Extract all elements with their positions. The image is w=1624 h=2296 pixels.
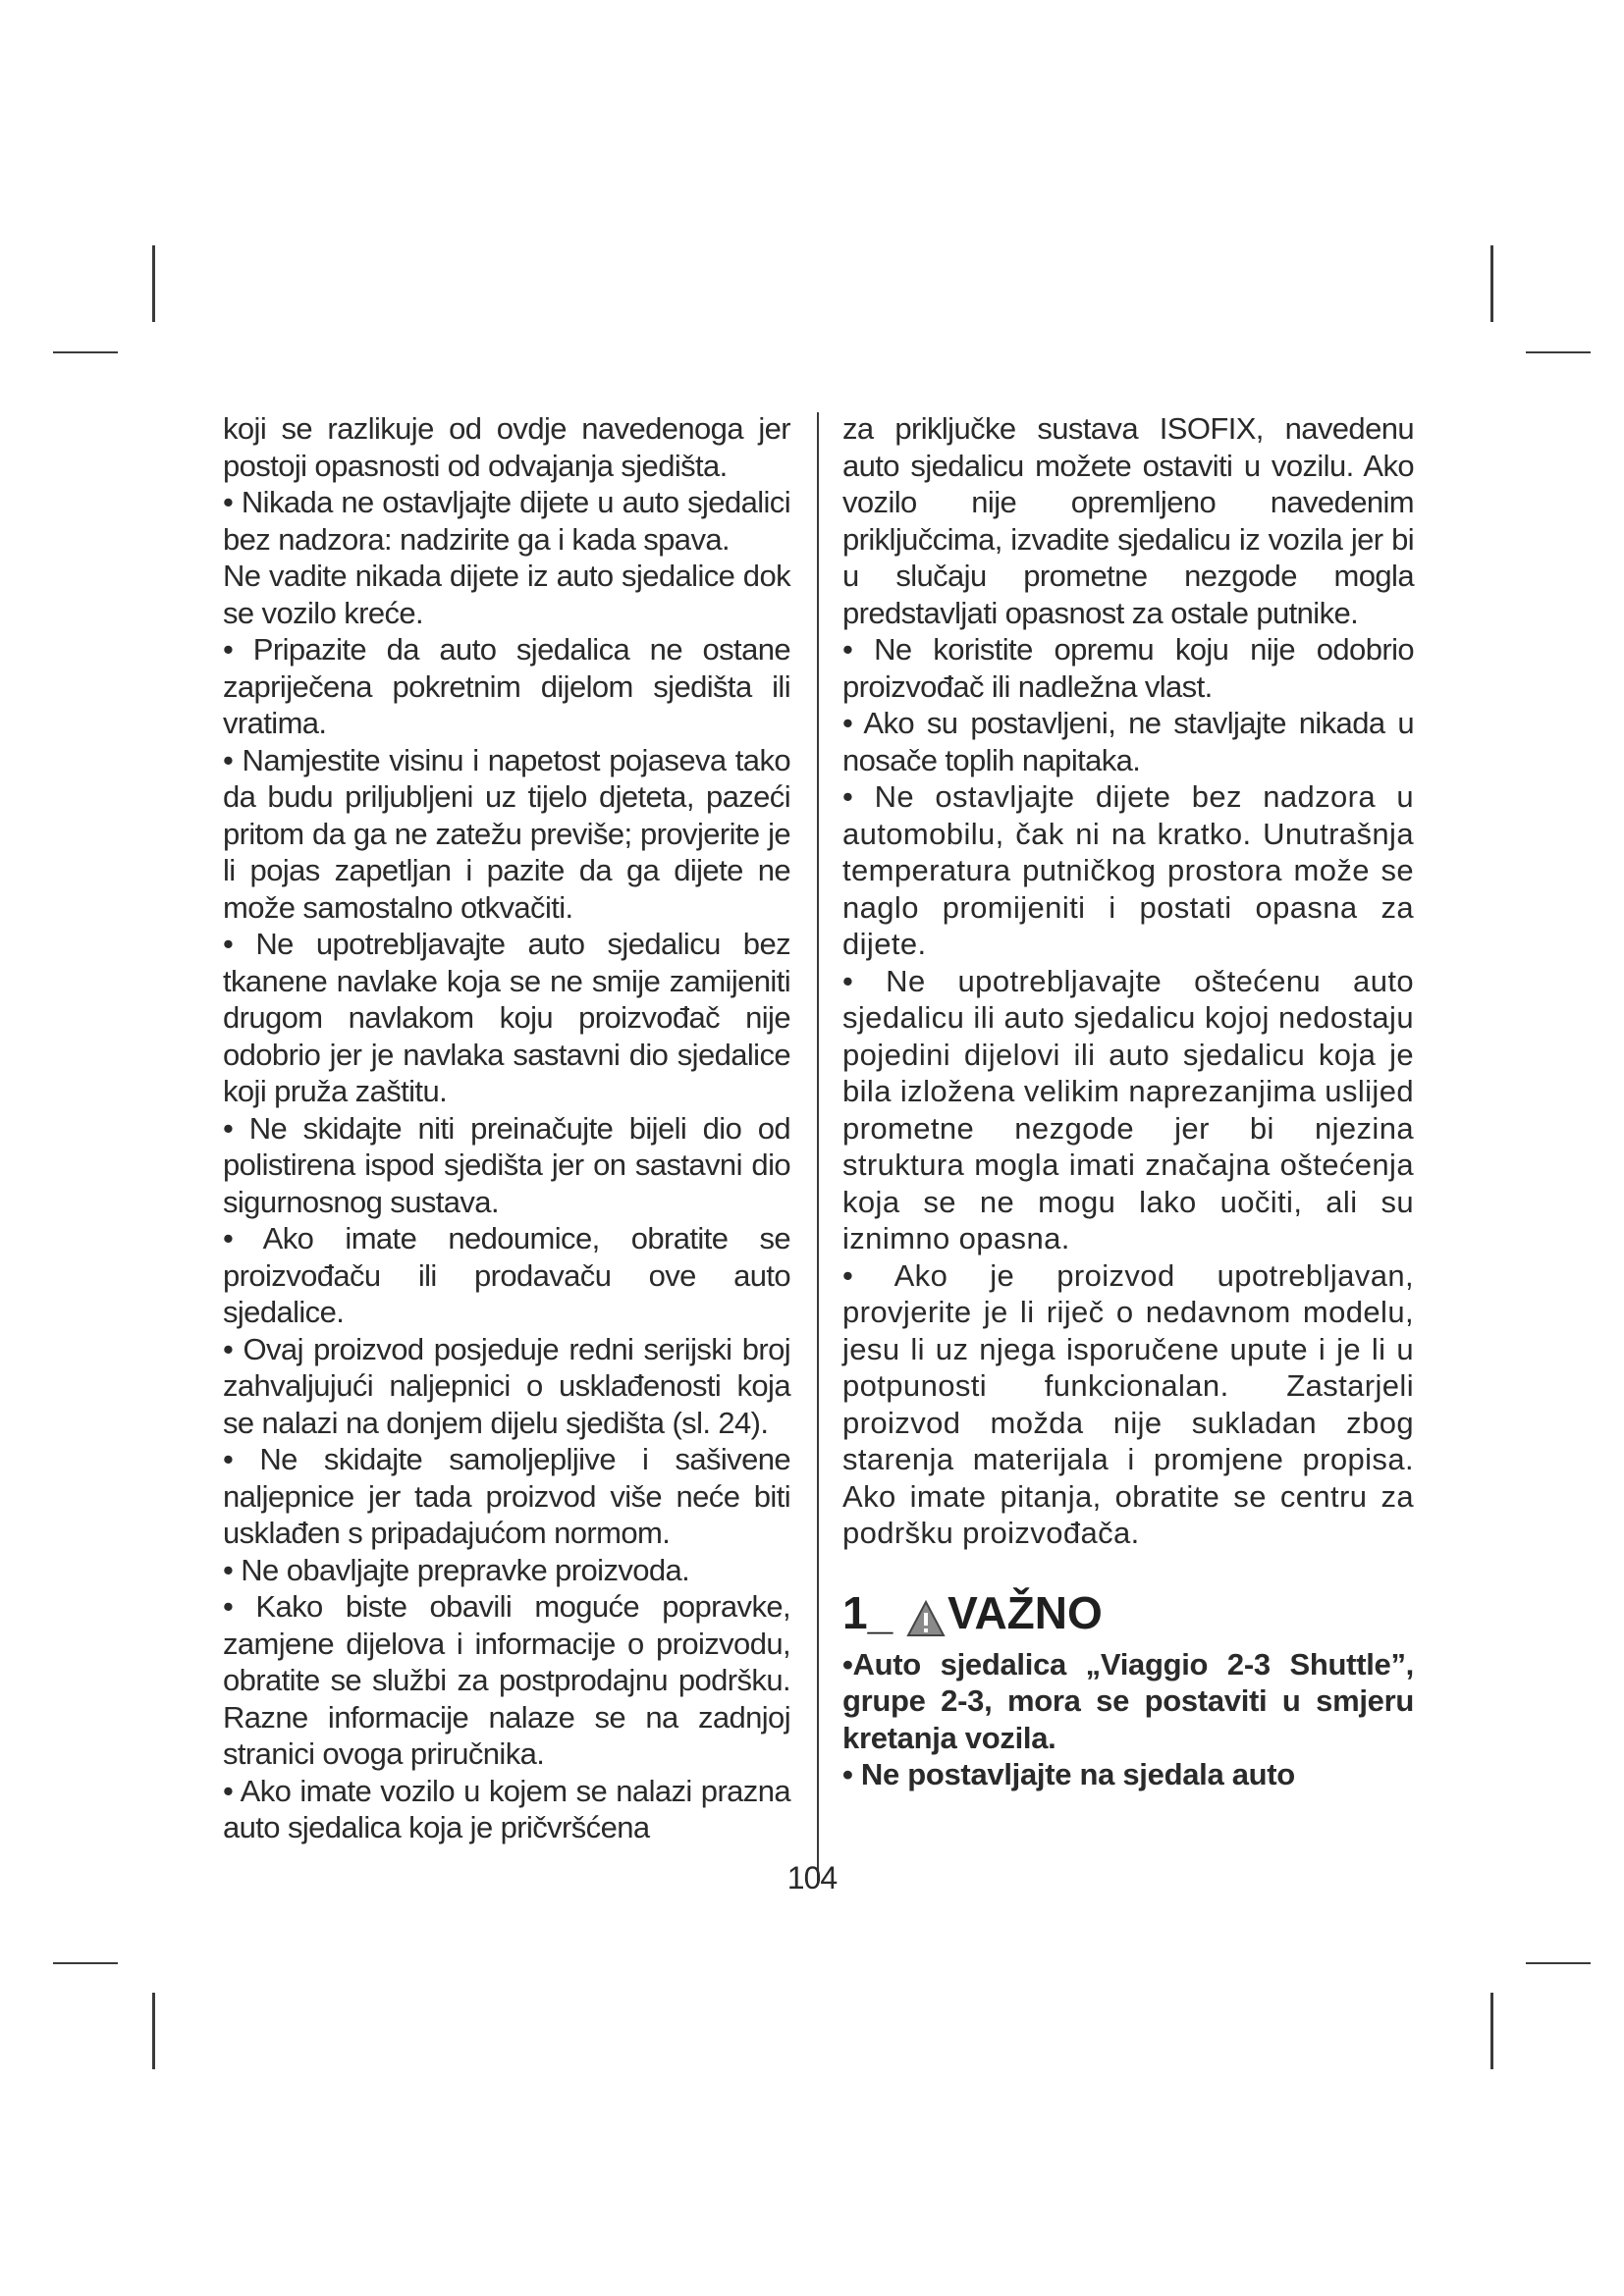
paragraph: • Ne skidajte niti preinačujte bijeli dio od polistirena ispod sjedišta jer on sastavni dio sigurnosnog sustava. xyxy=(223,1110,790,1219)
paragraph: za priključke sustava ISOFIX, navedenu auto sjedalicu možete ostaviti u vozilu. Ako vozilo nije opremljeno navedenim priključcima, izvadite sjedalicu iz vozila jer bi u slučaju prometne nezgode mogla predstavljati opasnost za ostale putnike. xyxy=(842,411,1414,630)
left-text-column xyxy=(223,410,790,1846)
crop-mark-bottom-left-vertical xyxy=(152,1993,155,2069)
paragraph: • Ako imate vozilo u kojem se nalazi prazna auto sjedalica koja je pričvršćena xyxy=(223,1773,790,1844)
crop-mark-bottom-right-vertical xyxy=(1490,1993,1493,2069)
paragraph: • Namjestite visinu i napetost pojaseva tako da budu priljubljeni uz tijelo djeteta, pazeći pritom da ga ne zatežu previše; provjerite je li pojas zapetljan i pazite da ga dijete ne može samostalno otkvačiti. xyxy=(223,742,790,925)
paragraph: • Kako biste obavili moguće popravke, zamjene dijelova i informacije o proizvodu, obratite se službi za postprodajnu podršku. Razne informacije nalaze se na zadnjoj stranici ovoga priručnika. xyxy=(223,1589,790,1771)
right-text-column xyxy=(842,410,1414,1793)
paragraph: • Ako su postavljeni, ne stavljajte nikada u nosače toplih napitaka. xyxy=(842,706,1414,777)
paragraph: • Ne ostavljajte dijete bez nadzora u automobilu, čak ni na kratko. Unutrašnja temperatura putničkog prostora može se naglo promijeniti i postati opasna za dijete. xyxy=(842,779,1414,961)
paragraph: • Ako je proizvod upotrebljavan, provjerite je li riječ o nedavnom modelu, jesu li uz njega isporučene upute i je li u potpunosti funkcionalan. Zastarjeli proizvod možda nije sukladan zbog starenja materijala i promjene propisa. Ako imate pitanja, obratite se centru za podršku proizvođača. xyxy=(842,1257,1414,1550)
important-item: • Ne postavljajte na sjedala auto xyxy=(842,1757,1295,1791)
section-title: VAŽNO xyxy=(947,1586,1103,1638)
page-number: 104 xyxy=(786,1860,838,1896)
paragraph: • Ne skidajte samoljepljive i sašivene naljepnice jer tada proizvod više neće biti usklađen s pripadajućom normom. xyxy=(223,1442,790,1550)
paragraph: • Ne upotrebljavajte auto sjedalicu bez tkanene navlake koja se ne smije zamijeniti drugom navlakom koju proizvođač nije odobrio jer je navlaka sastavni dio sjedalice koji pruža zaštitu. xyxy=(223,927,790,1108)
paragraph: Ne vadite nikada dijete iz auto sjedalice dok se vozilo kreće. xyxy=(223,559,790,630)
paragraph: • Ne upotrebljavajte oštećenu auto sjedalicu ili auto sjedalicu kojoj nedostaju pojedini dijelovi ili auto sjedalicu koja je bila izložena velikim naprezanjima uslijed prometne nezgode jer bi njezina struktura mogla imati značajna oštećenja koja se ne mogu lako uočiti, ali su iznimno opasna. xyxy=(842,963,1414,1255)
paragraph: • Nikada ne ostavljajte dijete u auto sjedalici bez nadzora: nadzirite ga i kada spava. xyxy=(223,485,790,557)
section-number: 1_ xyxy=(842,1586,893,1638)
paragraph: • Pripazite da auto sjedalica ne ostane zapriječena pokretnim dijelom sjedišta ili vratima. xyxy=(223,632,790,740)
column-divider xyxy=(817,412,819,1885)
section-heading xyxy=(842,1585,1414,1640)
paragraph: • Ne koristite opremu koju nije odobrio proizvođač ili nadležna vlast. xyxy=(842,632,1414,704)
crop-mark-bottom-right-horizontal xyxy=(1526,1962,1591,1964)
paragraph: • Ovaj proizvod posjeduje redni serijski broj zahvaljujući naljepnici o usklađenosti koja se nalazi na donjem dijelu sjedišta (sl. 24). xyxy=(223,1331,790,1440)
paragraph: • Ne obavljajte prepravke proizvoda. xyxy=(223,1552,690,1587)
crop-mark-top-right-vertical xyxy=(1490,245,1493,322)
crop-mark-top-left-vertical xyxy=(152,245,155,322)
crop-mark-top-left-horizontal xyxy=(53,351,118,353)
paragraph: koji se razlikuje od ovdje navedenoga jer postoji opasnosti od odvajanja sjedišta. xyxy=(223,411,790,483)
crop-mark-top-right-horizontal xyxy=(1526,351,1591,353)
paragraph: • Ako imate nedoumice, obratite se proizvođaču ili prodavaču ove auto sjedalice. xyxy=(223,1221,790,1329)
important-item: •Auto sjedalica „Viaggio 2-3 Shuttle”, grupe 2-3, mora se postaviti u smjeru kretanja vozila. xyxy=(842,1646,1414,1755)
crop-mark-bottom-left-horizontal xyxy=(53,1962,118,1964)
warning-triangle-icon xyxy=(906,1595,946,1634)
